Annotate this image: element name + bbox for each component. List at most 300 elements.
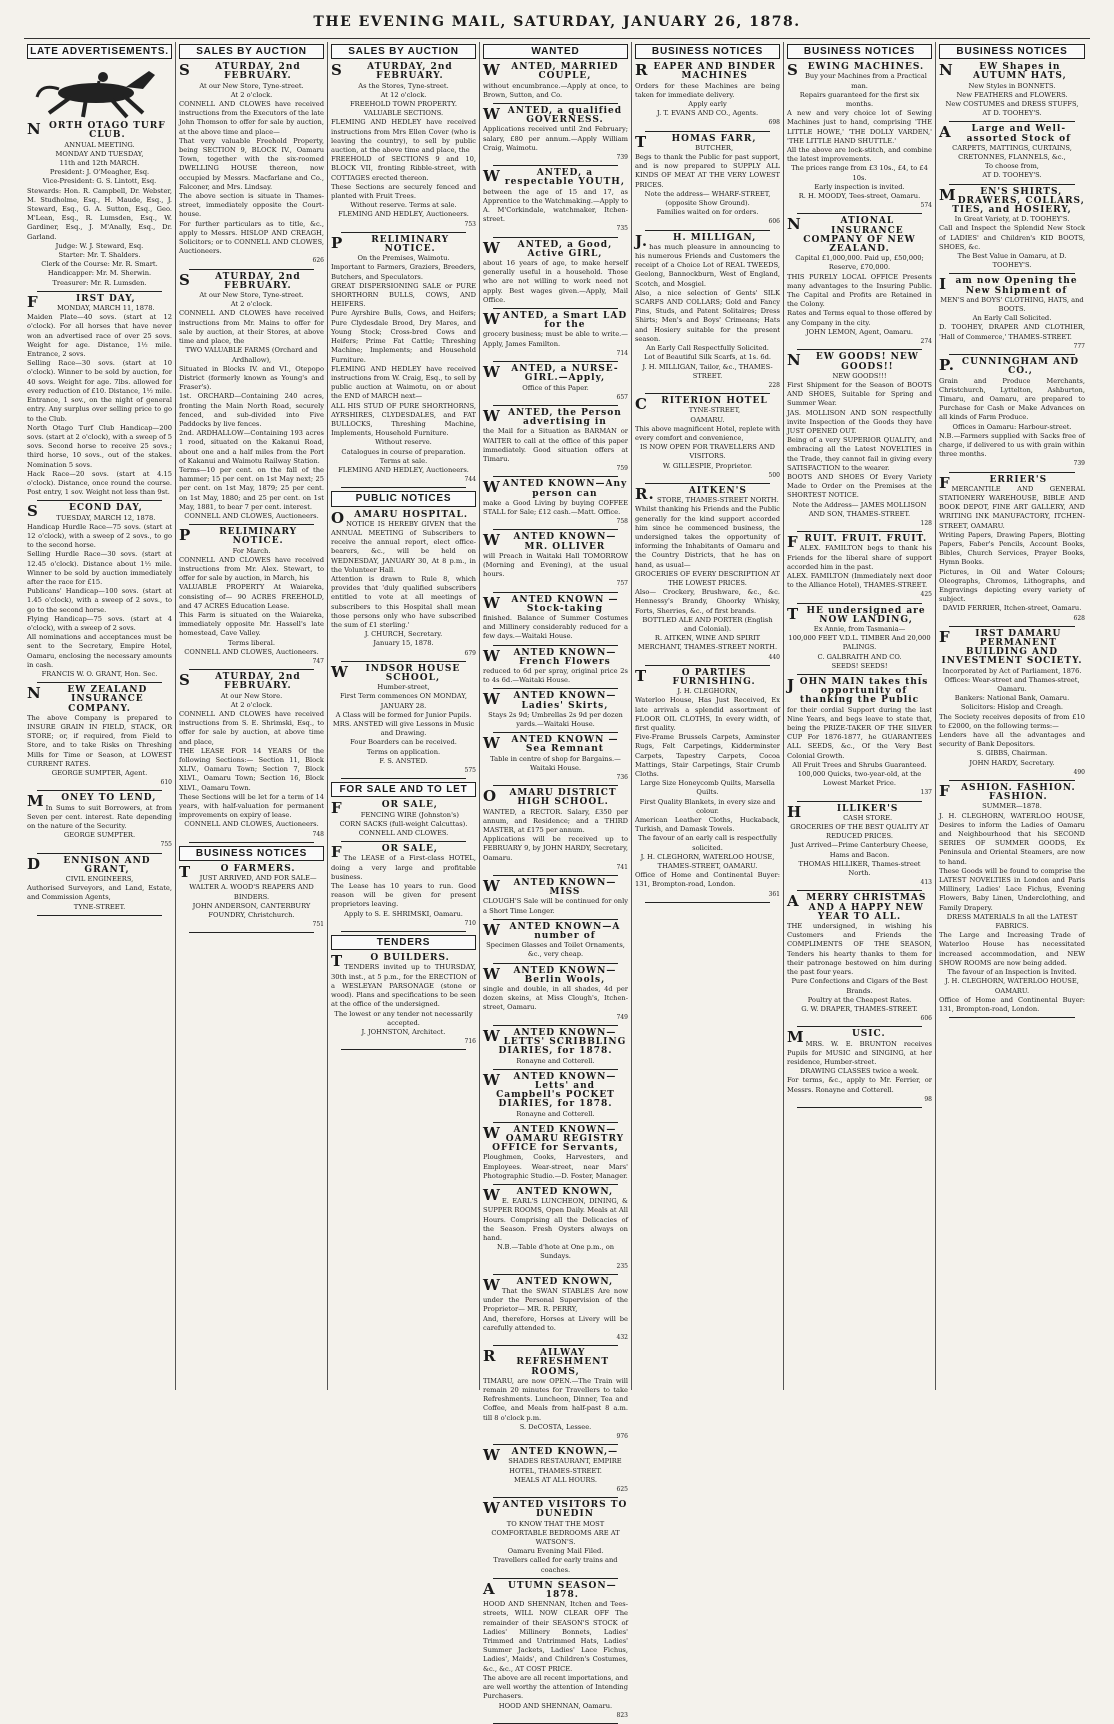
- advertisement-line: about 16 years of age, to make herself generally useful in a household. Those who are not willing to work need not apply. Best wages given.—Apply, Mail Office.: [483, 259, 628, 304]
- advertisement-line: Starter: Mr. T. Shalders.: [58, 251, 141, 260]
- advertisement-ref-number: 714: [616, 349, 628, 357]
- advertisement-ref-number: 759: [616, 465, 628, 473]
- advertisement-title: AMERRY CHRISTMAS AND A HAPPY NEW YEAR TO ALL.: [787, 892, 927, 922]
- advertisement-title: WANTED, a Smart LAD for the: [483, 310, 628, 331]
- column-ads: [331, 63, 476, 488]
- divider: [493, 875, 618, 876]
- divider: [493, 1578, 618, 1579]
- advertisement-line: Office of Home and Continental Buyer: 131, Brompton-road, London.: [635, 871, 780, 889]
- advertisement: [635, 666, 780, 899]
- divider: [37, 291, 162, 292]
- advertisement-line: Apply to S. E. SHRIMSKI, Oamaru.: [344, 909, 463, 918]
- advertisement-line: At 2 o'clock.: [230, 90, 273, 99]
- advertisement-line: WANTED, a RECTOR. Salary, £350 per annum, and Residence; and a THIRD MASTER, at £175 per annum.: [483, 807, 628, 835]
- advertisement-line: First Term commences ON MONDAY, JANUARY 28.: [339, 692, 467, 710]
- advertisement-title: WANTED, a NURSE-GIRL.—Apply,: [483, 363, 619, 384]
- advertisement-line: BUTCHER,: [695, 143, 734, 152]
- advertisement-title: WANTED KNOWN—LETTS' SCRIBBLING DIARIES, for 1878.: [483, 1026, 627, 1057]
- advertisement-line: CONNELL AND CLOWES have received instructions from Mr. Alex. Stewart, to offer for sale by auction, in March, his: [179, 555, 324, 583]
- advertisement-title: FASHION. FASHION. FASHION.: [939, 782, 1076, 803]
- advertisement-line: In Great Variety, at D. TOOHEY'S.: [954, 215, 1070, 224]
- advertisement-line: E. EARL'S LUNCHEON, DINING, & SUPPER ROOMS, Open Daily. Meals at All Hours. Comprising all the Delicacies of the Season. Fresh Oysters always on hand.: [483, 1197, 628, 1242]
- advertisement: [27, 504, 172, 679]
- advertisement-line: Terms at sale.: [379, 456, 428, 465]
- advertisement-line: GEORGE SUMPTER.: [63, 831, 136, 840]
- advertisement-title: MONEY TO LEND,: [27, 792, 157, 811]
- advertisement-ref-number: 753: [464, 220, 476, 228]
- advertisement-line: Note the Address— JAMES MOLLISON AND SON, THAMES-STREET.: [792, 500, 927, 518]
- advertisement-line: At 12 o'clock.: [380, 90, 427, 99]
- advertisement-title: TO BUILDERS.: [331, 952, 450, 971]
- divider: [493, 732, 618, 733]
- advertisement-line: Rates and Terms equal to those offered by any Company in the city.: [787, 309, 932, 327]
- advertisement-line: At our New Store, Tyne-street.: [199, 291, 304, 300]
- advertisement: [27, 292, 172, 497]
- advertisement-line: VALUABLE SECTIONS.: [363, 109, 444, 118]
- advertisement-line: W. GILLESPIE, Proprietor.: [662, 461, 753, 470]
- divider: [797, 603, 922, 604]
- advertisement-line: A new and very choice lot of Sewing Machines just to hand, comprising 'THE LITTLE HOWE,' 'THE DOLLY VARDEN,' 'THE LITTLE HAND SHUTTLE.': [787, 109, 932, 145]
- advertisement-line: MRS. W. E. BRUNTON receives Pupils for MUSIC and SINGING, at her residence, Humber-street.: [787, 1039, 932, 1066]
- advertisement-title: CRITERION HOTEL: [635, 395, 768, 414]
- advertisement-title: DENNISON AND GRANT,: [27, 854, 151, 875]
- advertisement-line: TUESDAY, MARCH 12, 1878.: [56, 513, 156, 522]
- advertisement-line: For March.: [232, 546, 271, 555]
- advertisement-title: WANTED, a respectable YOUTH,: [483, 167, 625, 188]
- column-business-notices-1: [632, 42, 784, 1390]
- column-heading: BUSINESS NOTICES: [939, 44, 1085, 59]
- advertisement-line: Note the address— WHARF-STREET, (opposite Show Ground).: [644, 189, 771, 208]
- advertisement-title: WANTED KNOWN — Sea Remnant: [483, 734, 619, 755]
- advertisement-line: Stewards: Hon. R. Campbell, Dr. Webster, M. Studholme, Esq., H. Maude, Esq., J. Steward, Esq., G. A. Sutton, Esq., Geo. M'Lean, Esq., R. Lumsden, Esq., W. Gardiner, Esq., J. M'Anally, Esq., Dr. Garland.: [27, 186, 172, 241]
- advertisement-line: Lenders have all the advantages and security of Bank Depositors.: [939, 731, 1085, 749]
- advertisement-title: WANTED KNOWN—Letts' and Campbell's POCKET DIARIES, for 1878.: [483, 1070, 617, 1110]
- advertisement: [483, 1448, 628, 1494]
- advertisement-ref-number: 432: [616, 1333, 628, 1341]
- advertisement-title: WANTED KNOWN—Any person can: [483, 478, 628, 499]
- divider: [37, 790, 162, 791]
- divider: [493, 361, 618, 362]
- advertisement-line: Handicap Hurdle Race—75 sovs. (start at 12 o'clock), with a sweep of 2 sovs., to go to the second horse.: [27, 522, 172, 550]
- divider: [949, 273, 1075, 274]
- advertisement-line: The Best Value in Oamaru, at D. TOOHEY'S.: [957, 252, 1067, 270]
- advertisement-line: J. JOHNSTON, Architect.: [361, 1027, 446, 1036]
- advertisement-line: Pictures, in Oil and Water Colours; Oleographs, Chromos, Lithographs, and Engravings depicting every variety of subject.: [939, 567, 1085, 604]
- advertisement-title: MEN'S SHIRTS, DRAWERS, COLLARS, TIES, and HOSIERY,: [939, 185, 1085, 216]
- advertisement-line: CONNELL AND CLOWES, Auctioneers.: [184, 820, 319, 829]
- advertisement: [787, 217, 932, 346]
- advertisement-line: BOOTS AND SHOES Of Every Variety Made to Order on the Premises at the SHORTEST NOTICE.: [787, 472, 932, 500]
- divider: [493, 963, 618, 964]
- advertisement-ref-number: 625: [616, 1486, 628, 1494]
- divider: [493, 476, 618, 477]
- column-heading: BUSINESS NOTICES: [635, 44, 780, 59]
- divider: [341, 487, 466, 488]
- divider: [189, 524, 314, 525]
- advertisement-line: The above section is situate in Thames-street, immediately opposite the Court-house.: [179, 192, 324, 219]
- divider: [493, 237, 618, 238]
- advertisement: [483, 238, 628, 305]
- advertisement-line: TYNE-STREET,: [688, 406, 741, 415]
- advertisement-ref-number: 749: [616, 1013, 628, 1021]
- advertisement-line: The above Company is prepared to INSURE GRAIN IN FIELD, STACK, OR STORE; or, if required, from Field to Store, and to take Risks on Threshing Mills for Time or Season, at LOWEST CURRENT RATES.: [27, 713, 172, 768]
- advertisement-line: Judge: W. J. Steward, Esq.: [55, 241, 144, 250]
- column-sales-by-auction-2: [328, 42, 480, 1390]
- advertisement-line: IS NOW OPEN FOR TRAVELLERS AND VISITORS.: [639, 443, 776, 461]
- advertisement: [331, 63, 476, 229]
- advertisement-line: J. H. CLEGHORN, WATERLOO HOUSE, THAMES-STREET, OAMARU.: [640, 852, 775, 871]
- advertisement-line: between the age of 15 and 17, as Apprentice to the Watchmaking.—Apply to A. M'Corkindale, watchmaker, Itchen-street.: [483, 187, 628, 224]
- advertisement-line: At our New Store, Tyne-street.: [199, 81, 304, 90]
- advertisement-line: FENCING WIRE (Johnston's): [360, 810, 459, 819]
- advertisement-title: WANTED KNOWN—OAMARU REGISTRY OFFICE for Servants,: [483, 1123, 625, 1154]
- advertisement-ref-number: 736: [616, 774, 628, 782]
- advertisement: [331, 233, 476, 484]
- advertisement-line: Offices: Wear-street and Thames-street, Oamaru.: [944, 675, 1080, 693]
- column-wanted: [480, 42, 632, 1719]
- advertisement-line: for their cordial Support during the last Nine Years, and begs leave to state that, being the PRIZE-TAKER OF THE SILVER CUP For 1876-1877, he GUARANTEES ALL SEEDS, &c., Of the Very Best Colonial Growth.: [787, 705, 932, 760]
- divider: [645, 665, 770, 666]
- advertisement: [27, 686, 172, 787]
- advertisement-title: WANTED KNOWN—MISS: [483, 877, 617, 898]
- advertisement-title: OAMARU DISTRICT HIGH SCHOOL.: [483, 787, 617, 808]
- advertisement-line: CONNELL AND CLOWES have received instructions from S. E. Shrimski, Esq., to offer for sale by auction, at above time and place,: [179, 710, 324, 746]
- divider: [493, 1444, 618, 1445]
- advertisement-line: JOHN LEMON, Agent, Oamaru.: [805, 327, 914, 336]
- divider: [493, 1345, 618, 1346]
- advertisement-title: SECOND DAY,: [27, 502, 143, 521]
- advertisement: [483, 365, 628, 402]
- advertisement-title: WANTED KNOWN,: [483, 1185, 614, 1204]
- advertisement: [483, 789, 628, 872]
- advertisement-line: Orders for these Machines are being taken for immediate delivery.: [635, 81, 780, 99]
- column-ads: [331, 508, 476, 780]
- divider: [645, 393, 770, 394]
- advertisement-title: NATIONAL INSURANCE COMPANY OF NEW ZEALAND.: [787, 215, 916, 255]
- column-ads: [483, 63, 628, 1724]
- advertisement: [483, 1026, 628, 1066]
- advertisement-line: Also, a nice selection of Gents' SILK SCARFS AND COLLARS; Gold and Fancy Pins, Studs, and Patent Solitaires; Dress Shirts; Men's and Boys' Crimeans; Hats and Hosiery suitable for the present season.: [635, 288, 780, 343]
- advertisement-line: has much pleasure in announcing to his numerous Friends and Customers the receipt of a Choice Lot of REAL TWEEDS, Geelong, Bannockburn, West of England, Scotch, and Mosgiel.: [635, 242, 780, 288]
- racehorse-illustration-icon: [31, 63, 169, 119]
- advertisement-line: Offices in Oamaru: Harbour-street.: [952, 422, 1072, 431]
- advertisement-title: PRELIMINARY NOTICE.: [179, 526, 298, 547]
- advertisement-line: N.B.—Farmers supplied with Sacks free of charge, if delivered to us with grain within three months.: [939, 431, 1085, 459]
- column-heading: SALES BY AUCTION: [179, 44, 324, 59]
- advertisement-title: WANTED, MARRIED COUPLE,: [483, 61, 619, 82]
- advertisement-line: HOOD AND SHENNAN, Oamaru.: [498, 1701, 613, 1710]
- advertisement-line: Office of Home and Continental Buyer: 131, Brompton-road, London.: [939, 995, 1085, 1013]
- divider: [645, 131, 770, 132]
- advertisement-line: THE LEASE FOR 14 YEARS Of the following Sections:— Section 11, Block XLIV., Oamaru Town; Section 7, Block XLVI., Oamaru Town; Section 16, Block XLVI., Oamaru Town.: [179, 746, 324, 792]
- column-business-notices-3: [936, 42, 1088, 1390]
- advertisement-line: Vice-President: G. S. Lintott, Esq.: [42, 177, 157, 186]
- advertisement-ref-number: 490: [1073, 768, 1085, 776]
- advertisement-line: TYNE-STREET.: [73, 902, 126, 911]
- advertisement-line: ANNUAL MEETING.: [64, 140, 135, 149]
- advertisement: [787, 1030, 932, 1104]
- advertisement-ref-number: 716: [464, 1038, 476, 1046]
- advertisement-line: AT D. TOOHEY'S.: [982, 171, 1042, 180]
- advertisement: [179, 528, 324, 666]
- advertisement-title: HILLIKER'S: [787, 802, 899, 821]
- advertisement-line: THIS PURELY LOCAL OFFICE Presents many advantages to the Insuring Public. The Capital and Profits are Retained in the Colony.: [787, 272, 932, 309]
- column-ads: [27, 122, 172, 916]
- advertisement: [179, 865, 324, 929]
- advertisement: [939, 63, 1085, 118]
- advertisement-title: WANTED KNOWN — Stock-taking: [483, 593, 619, 614]
- divider: [645, 902, 770, 903]
- advertisement-title: WANTED, a Good, Active GIRL,: [483, 238, 613, 259]
- advertisement: [483, 920, 628, 960]
- advertisement-line: D. TOOHEY, DRAPER AND CLOTHIER, 'Hall of Commerce,' THAMES-STREET.: [939, 323, 1085, 341]
- divider: [189, 932, 314, 933]
- advertisement: [635, 63, 780, 127]
- advertisement-line: FREEHOLD of SECTIONS 9 and 10, BLOCK VII, fronting Ribble-street, with COTTAGES erected thereon.: [331, 155, 476, 182]
- advertisement-line: Pure Confections and Cigars of the Best Brands.: [791, 977, 928, 995]
- divider: [949, 354, 1075, 355]
- advertisement-line: The favour of an early call is respectfully solicited.: [638, 834, 777, 852]
- advertisement-line: Authorised Surveyors, and Land, Estate, and Commission Agents,: [27, 884, 172, 902]
- advertisement-line: Handicapper: Mr. M. Sherwin.: [47, 269, 152, 278]
- advertisement-line: Terms liberal.: [228, 638, 275, 647]
- advertisement-line: AT D. TOOHEY'S.: [982, 109, 1042, 118]
- advertisement-title: J.H. MILLIGAN,: [635, 231, 757, 250]
- advertisement-line: Ronayne and Cotterell.: [516, 1056, 595, 1065]
- advertisement-line: This Farm is situated on the Waiareka, immediately opposite Mr. Hassell's late homestead, Cave Valley.: [179, 610, 324, 638]
- column-heading: LATE ADVERTISEMENTS.: [27, 44, 172, 59]
- advertisement-line: An Early Call Solicited.: [972, 314, 1052, 323]
- advertisement-title: RAILWAY REFRESHMENT ROOMS,: [483, 1347, 610, 1377]
- advertisement-title: WANTED, the Person advertising in: [483, 406, 622, 428]
- advertisement-title: FOR SALE,: [331, 799, 438, 818]
- advertisement-line: DAVID FERRIER, Itchen-street, Oamaru.: [942, 604, 1082, 613]
- advertisement-title: SATURDAY, 2nd FEBRUARY.: [331, 61, 453, 82]
- advertisement: [939, 473, 1085, 623]
- advertisement-line: Repairs guaranteed for the first six months.: [799, 90, 920, 109]
- advertisement-line: First Shipment for the Season of BOOTS AND SHOES, Suitable for Spring and Summer Wear.: [787, 380, 932, 408]
- divider: [949, 472, 1075, 473]
- advertisement: [27, 794, 172, 849]
- advertisement-line: To choose from,: [985, 162, 1039, 171]
- advertisement-line: Ex Annie, from Tasmania—: [813, 624, 906, 633]
- advertisement-line: FRANCIS W. O. GRANT, Hon. Sec.: [41, 669, 158, 678]
- advertisement-line: Also— Crockery, Brushware, &c., &c. Hennessy's Brandy, Ghoorky Whisky, Forts, Sherries, &c., of first brands.: [635, 588, 780, 615]
- advertisement-ref-number: 440: [768, 653, 780, 661]
- advertisement-line: CARPETS, MATTINGS, CURTAINS, CRETONNES, FLANNELS, &c.,: [952, 143, 1072, 162]
- advertisement-line: SEEDS! SEEDS!: [831, 661, 888, 670]
- advertisement-ref-number: 274: [920, 338, 932, 346]
- advertisement-line: Lot of Beautiful Silk Scarfs, at 1s. 6d.: [643, 353, 772, 362]
- advertisement-line: American Leather Cloths, Huckaback, Turkish, and Damask Towels.: [635, 816, 780, 834]
- divider: [493, 919, 618, 920]
- advertisement-ref-number: 575: [464, 767, 476, 775]
- advertisement-line: DRESS MATERIALS In all the LATEST FABRICS.: [946, 912, 1078, 931]
- advertisement-line: FLEMING AND HEDLEY have received instructions from W. Craig, Esq., to sell by public auction at Waimotu, on or about the END of MARCH next—: [331, 364, 476, 401]
- divider: [493, 688, 618, 689]
- advertisement-line: Terms on application.: [366, 747, 441, 756]
- advertisement: [483, 533, 628, 588]
- advertisement: [483, 646, 628, 686]
- advertisement-line: Table in centre of shop for Bargains.—Waitaki House.: [490, 754, 621, 772]
- advertisement-line: ALEX. FAMILTON begs to thank his Friends for the liberal share of support accorded him in the past.: [787, 544, 932, 571]
- advertisement-line: TWO VALUABLE FARMS (Orchard and Ardhallow),: [185, 346, 318, 364]
- section-heading: FOR SALE AND TO LET: [331, 782, 476, 797]
- column-ads: [331, 954, 476, 1050]
- advertisement-line: ALL HIS STUD OF PURE SHORTHORNS, AYRSHIRES, CLYDESDALES, and FAT BULLOCKS, Threshing Machine, Implements, Household Furniture.: [331, 401, 476, 438]
- advertisement-line: January 15, 1878.: [373, 639, 434, 648]
- advertisement-line: Waterloo House, Has Just Received, Ex late arrivals a splendid assortment of FLOOR OIL CLOTHS, In every width, of first quality.: [635, 696, 780, 733]
- advertisement-line: Just Arrived—Prime Canterbury Cheese, Hams and Bacon.: [790, 841, 929, 859]
- advertisement-line: Flying Handicap—75 sovs. (start at 4 o'clock), with a sweep of 2 sovs.: [27, 614, 172, 632]
- advertisement-ref-number: 755: [160, 841, 172, 849]
- advertisement-line: The Large and Increasing Trade of Waterloo House has necessitated increased accommodation, and NEW SHOW ROOMS are now being added.: [939, 931, 1085, 967]
- advertisement-line: F. S. ANSTED.: [379, 756, 428, 765]
- advertisement-title: REAPER AND BINDER MACHINES: [635, 61, 776, 82]
- advertisement-ref-number: 610: [160, 779, 172, 787]
- advertisement-line: 1st. ORCHARD—Containing 240 acres, fronting the Main North Road, securely fenced, and sub-divided into Five Paddocks by live fences.: [179, 392, 324, 428]
- advertisement-title: FERRIER'S: [939, 473, 1048, 492]
- advertisement-line: J. H. CLEGHORN, WATERLOO HOUSE, OAMARU.: [945, 977, 1079, 995]
- advertisement-line: G. W. DRAPER, THAMES-STREET.: [801, 1004, 918, 1013]
- advertisement-title: ALarge and Well-assorted Stock of: [939, 123, 1072, 144]
- advertisement-line: Maiden Plate—40 sovs. (start at 12 o'clock). For all horses that have never won an advertised race of over 25 sovs. Weight for age. Distance, 1½ mile. Entrance, 2 sovs.: [27, 313, 172, 359]
- advertisement-line: BOTTLED ALE AND PORTER (English and Colonial).: [642, 615, 773, 633]
- advertisement: [483, 1275, 628, 1342]
- advertisement: [483, 169, 628, 233]
- divider: [493, 592, 618, 593]
- divider: [493, 1122, 618, 1123]
- advertisement-ref-number: 744: [464, 476, 476, 484]
- advertisement: [331, 845, 476, 928]
- column-heading: WANTED: [483, 44, 628, 59]
- advertisement: [787, 604, 932, 671]
- advertisement-line: As the Stores, Tyne-street.: [358, 81, 449, 90]
- section-heading: BUSINESS NOTICES: [179, 846, 324, 861]
- advertisement-title: PRELIMINARY NOTICE.: [331, 233, 450, 255]
- advertisement-ref-number: 361: [768, 890, 780, 898]
- advertisement-line: At 2 o'clock.: [230, 300, 273, 309]
- advertisement-line: Selling Hurdle Race—30 sovs. (start at 12.45 o'clock). Distance about 1½ mile. Winner to be sold by auction immediately after the race for £15.: [27, 550, 172, 586]
- advertisement-line: J. H. MILLIGAN, Tailor, &c., THAMES-STREET.: [642, 362, 773, 380]
- advertisement-ref-number: 777: [1073, 342, 1085, 350]
- advertisement-title: WANTED, a qualified GOVERNESS.: [483, 105, 623, 126]
- advertisement-line: 100,000 FEET V.D.L. TIMBER And 20,000 PALINGS.: [788, 634, 931, 652]
- advertisement-title: WANTED KNOWN—Ladies' Skirts,: [483, 690, 617, 711]
- advertisement-line: MONDAY AND TUESDAY,: [55, 149, 144, 158]
- masthead-rule: [24, 38, 1090, 39]
- advertisement-line: MEN'S and BOYS' CLOTHING, HATS, and BOOTS.: [940, 295, 1084, 314]
- divider: [341, 1049, 466, 1050]
- advertisement-line: CASH STORE.: [843, 813, 893, 822]
- advertisement-ref-number: 751: [312, 921, 324, 929]
- advertisement-line: Incorporated by Act of Parliament, 1876.: [942, 666, 1082, 675]
- advertisement-line: Travellers called for early trains and coaches.: [493, 1556, 618, 1574]
- divider: [341, 931, 466, 932]
- advertisement-line: FREEHOLD TOWN PROPERTY.: [350, 100, 457, 109]
- advertisement-line: Being of a very SUPERIOR QUALITY, and embracing all the Latest NOVELTIES in the Trade, they cannot fail in giving every SATISFACTION to the wearer.: [787, 436, 932, 472]
- advertisement: [787, 63, 932, 210]
- advertisement-line: Hack Race—20 sovs. (start at 4.15 o'clock). Distance, once round the course. Post entry, 1 sov. Weight not less than 9st.: [27, 469, 172, 497]
- advertisement-title: WANTED KNOWN—MR. OLLIVER: [483, 531, 617, 552]
- advertisement-line: New Styles in BONNETS.: [968, 81, 1056, 90]
- advertisement-ref-number: 425: [920, 591, 932, 599]
- advertisement-ref-number: 739: [616, 154, 628, 162]
- advertisement-line: JOHN HARDY, Secretary.: [969, 758, 1055, 767]
- advertisement-line: MERCANTILE AND GENERAL STATIONERY WAREHOUSE, BIBLE AND BOOK DEPOT, FINE ART GALLERY, AND WRITING INK MANUFACTORY, ITCHEN-STREET, OAMARU.: [939, 484, 1085, 530]
- advertisement: [331, 662, 476, 775]
- advertisement-ref-number: 606: [920, 1015, 932, 1023]
- advertisement-ref-number: 735: [616, 225, 628, 233]
- advertisement: [787, 535, 932, 599]
- advertisement-line: Publicans' Handicap—100 sovs. (start at 1.45 o'clock), with a sweep of 2 sovs., to go to the second horse.: [27, 587, 172, 614]
- advertisement-line: TIMARU, are now OPEN.—The Train will remain 20 minutes for Travellers to take Refreshments. Luncheon, Dinner, Tea and Coffee, and Meals from half-past 8 a.m. till 8 o'clock p.m.: [483, 1376, 628, 1422]
- divider: [949, 1017, 1075, 1018]
- advertisement-line: All Fruit Trees and Shrubs Guaranteed.: [792, 760, 927, 769]
- advertisement-line: Without reserve.: [375, 438, 432, 447]
- advertisement-line: Buy your Machines from a Practical man.: [805, 72, 927, 90]
- advertisement-line: reduced to 6d per spray, original price 2s to 4s 6d.—Waitaki House.: [483, 666, 628, 685]
- advertisement-line: VALUABLE PROPERTY At Waiareka, consisting of— 90 ACRES FREEHOLD, and 47 ACRES Education Lease.: [179, 583, 324, 610]
- advertisement: [483, 1501, 628, 1575]
- advertisement-ref-number: 757: [616, 580, 628, 588]
- advertisement-line: Catalogues in course of preparation.: [341, 447, 466, 456]
- advertisement-line: That very valuable Freehold Property, being SECTION 9, BLOCK IV., Oamaru Town, together with the six-roomed DWELLING HOUSE thereon, now occupied by Messrs. Macfarlane and Co., Falconer, and Mrs. Lindsay.: [179, 136, 324, 191]
- advertisement-line: Capital £1,000,000. Paid up, £50,000; Reserve, £70,000.: [795, 254, 924, 272]
- advertisement: [483, 1349, 628, 1441]
- advertisement-line: Families waited on for orders.: [656, 208, 759, 217]
- advertisement-line: THE undersigned, in wishing his Customers and Friends the COMPLIMENTS OF THE SEASON, Tenders his hearty thanks to them for their patronage bestowed on him during the past four years.: [787, 922, 932, 977]
- advertisement-line: MRS. ANSTED will give Lessons in Music and Drawing.: [332, 720, 475, 738]
- advertisement-line: CONNELL AND CLOWES have received instructions from the Executors of the late John Thomson to offer for sale by auction, at the above time and place—: [179, 100, 324, 136]
- divider: [493, 165, 618, 166]
- advertisement-title: OAMARU HOSPITAL.: [331, 508, 468, 527]
- advertisement-title: WANTED KNOWN,: [483, 1275, 614, 1294]
- advertisement-line: grocery business; must be able to write.—Apply, James Familton.: [483, 330, 628, 348]
- divider: [37, 500, 162, 501]
- advertisement-line: Humber-street,: [377, 683, 430, 692]
- advertisement-line: These Goods will be found to comprise the LATEST NOVELTIES in London and Paris Millinery, Ladies' Lace Fichus, Evening Flowers, Baby Linen, Underclothing, and Family Drapery.: [939, 866, 1085, 912]
- advertisement-title: SATURDAY, 2nd FEBRUARY.: [179, 671, 301, 692]
- advertisement-line: Writing Papers, Drawing Papers, Blotting Papers, Faber's Pencils, Account Books, Bibles, Church Services, Prayer Books, Hymn Books.: [939, 530, 1085, 567]
- advertisement-line: JUST ARRIVED, AND FOR SALE—: [199, 874, 317, 883]
- advertisement-line: MONDAY, MARCH 11, 1878.: [57, 304, 155, 313]
- advertisement-line: The Society receives deposits of from £10 to £2000, on the following terms:—: [939, 712, 1085, 730]
- advertisement-title: Iam now Opening the New Shipment of: [939, 275, 1078, 296]
- advertisement-title: THE undersigned are NOW LANDING,: [787, 604, 926, 625]
- advertisement-line: 2nd. ARDHALLOW—Containing 193 acres 1 rood, situated on the Kakanui Road, about one and a half miles from the Port of Kakanui and Waimotu Railway Station.: [179, 429, 324, 465]
- advertisement-ref-number: 98: [924, 1095, 932, 1103]
- column-ads: [787, 63, 932, 1108]
- advertisement-line: J. T. EVANS AND CO., Agents.: [656, 109, 759, 118]
- advertisement-title: P.CUNNINGHAM AND CO.,: [939, 356, 1080, 377]
- advertisement: [483, 480, 628, 526]
- advertisement-line: CLOUGH'S Sale will be continued for only a Short Time Longer.: [483, 897, 628, 915]
- advertisement-title: WINDSOR HOUSE SCHOOL,: [331, 662, 461, 683]
- advertisement: [635, 484, 780, 662]
- divider: [493, 645, 618, 646]
- advertisement-ref-number: 976: [616, 1433, 628, 1441]
- advertisement-line: Poultry at the Cheapest Rates.: [807, 995, 912, 1004]
- advertisement-line: JAS. MOLLISON AND SON respectfully invite Inspection of the Goods they have JUST OPENED OUT.: [787, 408, 932, 435]
- advertisement-line: WALTER A. WOOD'S REAPERS AND BINDERS.: [189, 883, 314, 901]
- advertisement-title: WANTED KNOWN—Berlin Wools,: [483, 964, 617, 985]
- advertisement-line: Important to Farmers, Graziers, Breeders, Butchers, and Speculators.: [331, 263, 476, 281]
- advertisement-line: CONNELL AND CLOWES, Auctioneers.: [184, 647, 319, 656]
- advertisement-title: WANTED KNOWN,—: [483, 1446, 619, 1465]
- advertisement: [483, 964, 628, 1022]
- advertisement-line: R. AITKEN, WINE AND SPIRIT MERCHANT, THAMES-STREET NORTH.: [637, 634, 778, 652]
